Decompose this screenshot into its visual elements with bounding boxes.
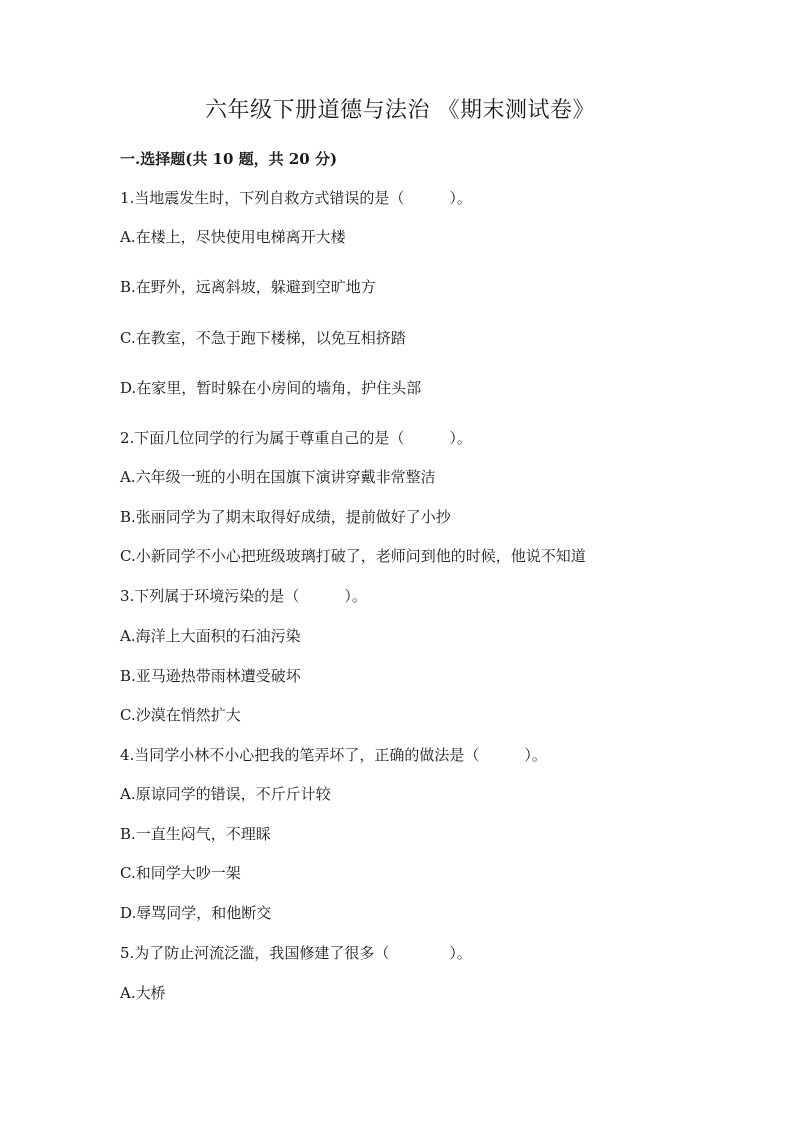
question-option: C.在教室，不急于跑下楼梯，以免互相挤踏 xyxy=(120,329,406,347)
question-stem: 4.当同学小林不小心把我的笔弄坏了，正确的做法是（ ）。 xyxy=(120,746,547,764)
question-option: C.小新同学不小心把班级玻璃打破了，老师问到他的时候，他说不知道 xyxy=(120,547,586,565)
question-stem: 5.为了防止河流泛滥，我国修建了很多（ ）。 xyxy=(120,944,472,962)
question-option: B.张丽同学为了期末取得好成绩，提前做好了小抄 xyxy=(120,508,451,526)
section-heading: 一.选择题(共 10 题，共 20 分) xyxy=(120,150,338,168)
question-option: A.六年级一班的小明在国旗下演讲穿戴非常整洁 xyxy=(120,468,436,486)
question-option: A.原谅同学的错误，不斤斤计较 xyxy=(120,785,331,803)
question-option: B.亚马逊热带雨林遭受破坏 xyxy=(120,667,301,685)
question-stem: 2.下面几位同学的行为属于尊重自己的是（ ）。 xyxy=(120,429,472,447)
question-option: D.辱骂同学，和他断交 xyxy=(120,904,272,922)
question-option: C.和同学大吵一架 xyxy=(120,864,241,882)
question-option: C.沙漠在悄然扩大 xyxy=(120,706,241,724)
question-option: D.在家里，暂时躲在小房间的墙角，护住头部 xyxy=(120,379,422,397)
question-option: A.大桥 xyxy=(120,984,166,1002)
question-stem: 3.下列属于环境污染的是（ ）。 xyxy=(120,587,367,605)
question-option: A.在楼上，尽快使用电梯离开大楼 xyxy=(120,228,346,246)
exam-title: 六年级下册道德与法治 《期末测试卷》 xyxy=(205,98,595,123)
question-stem: 1.当地震发生时，下列自救方式错误的是（ ）。 xyxy=(120,189,472,207)
question-option: B.一直生闷气，不理睬 xyxy=(120,825,271,843)
question-option: A.海洋上大面积的石油污染 xyxy=(120,627,301,645)
question-option: B.在野外，远离斜坡，躲避到空旷地方 xyxy=(120,278,376,296)
